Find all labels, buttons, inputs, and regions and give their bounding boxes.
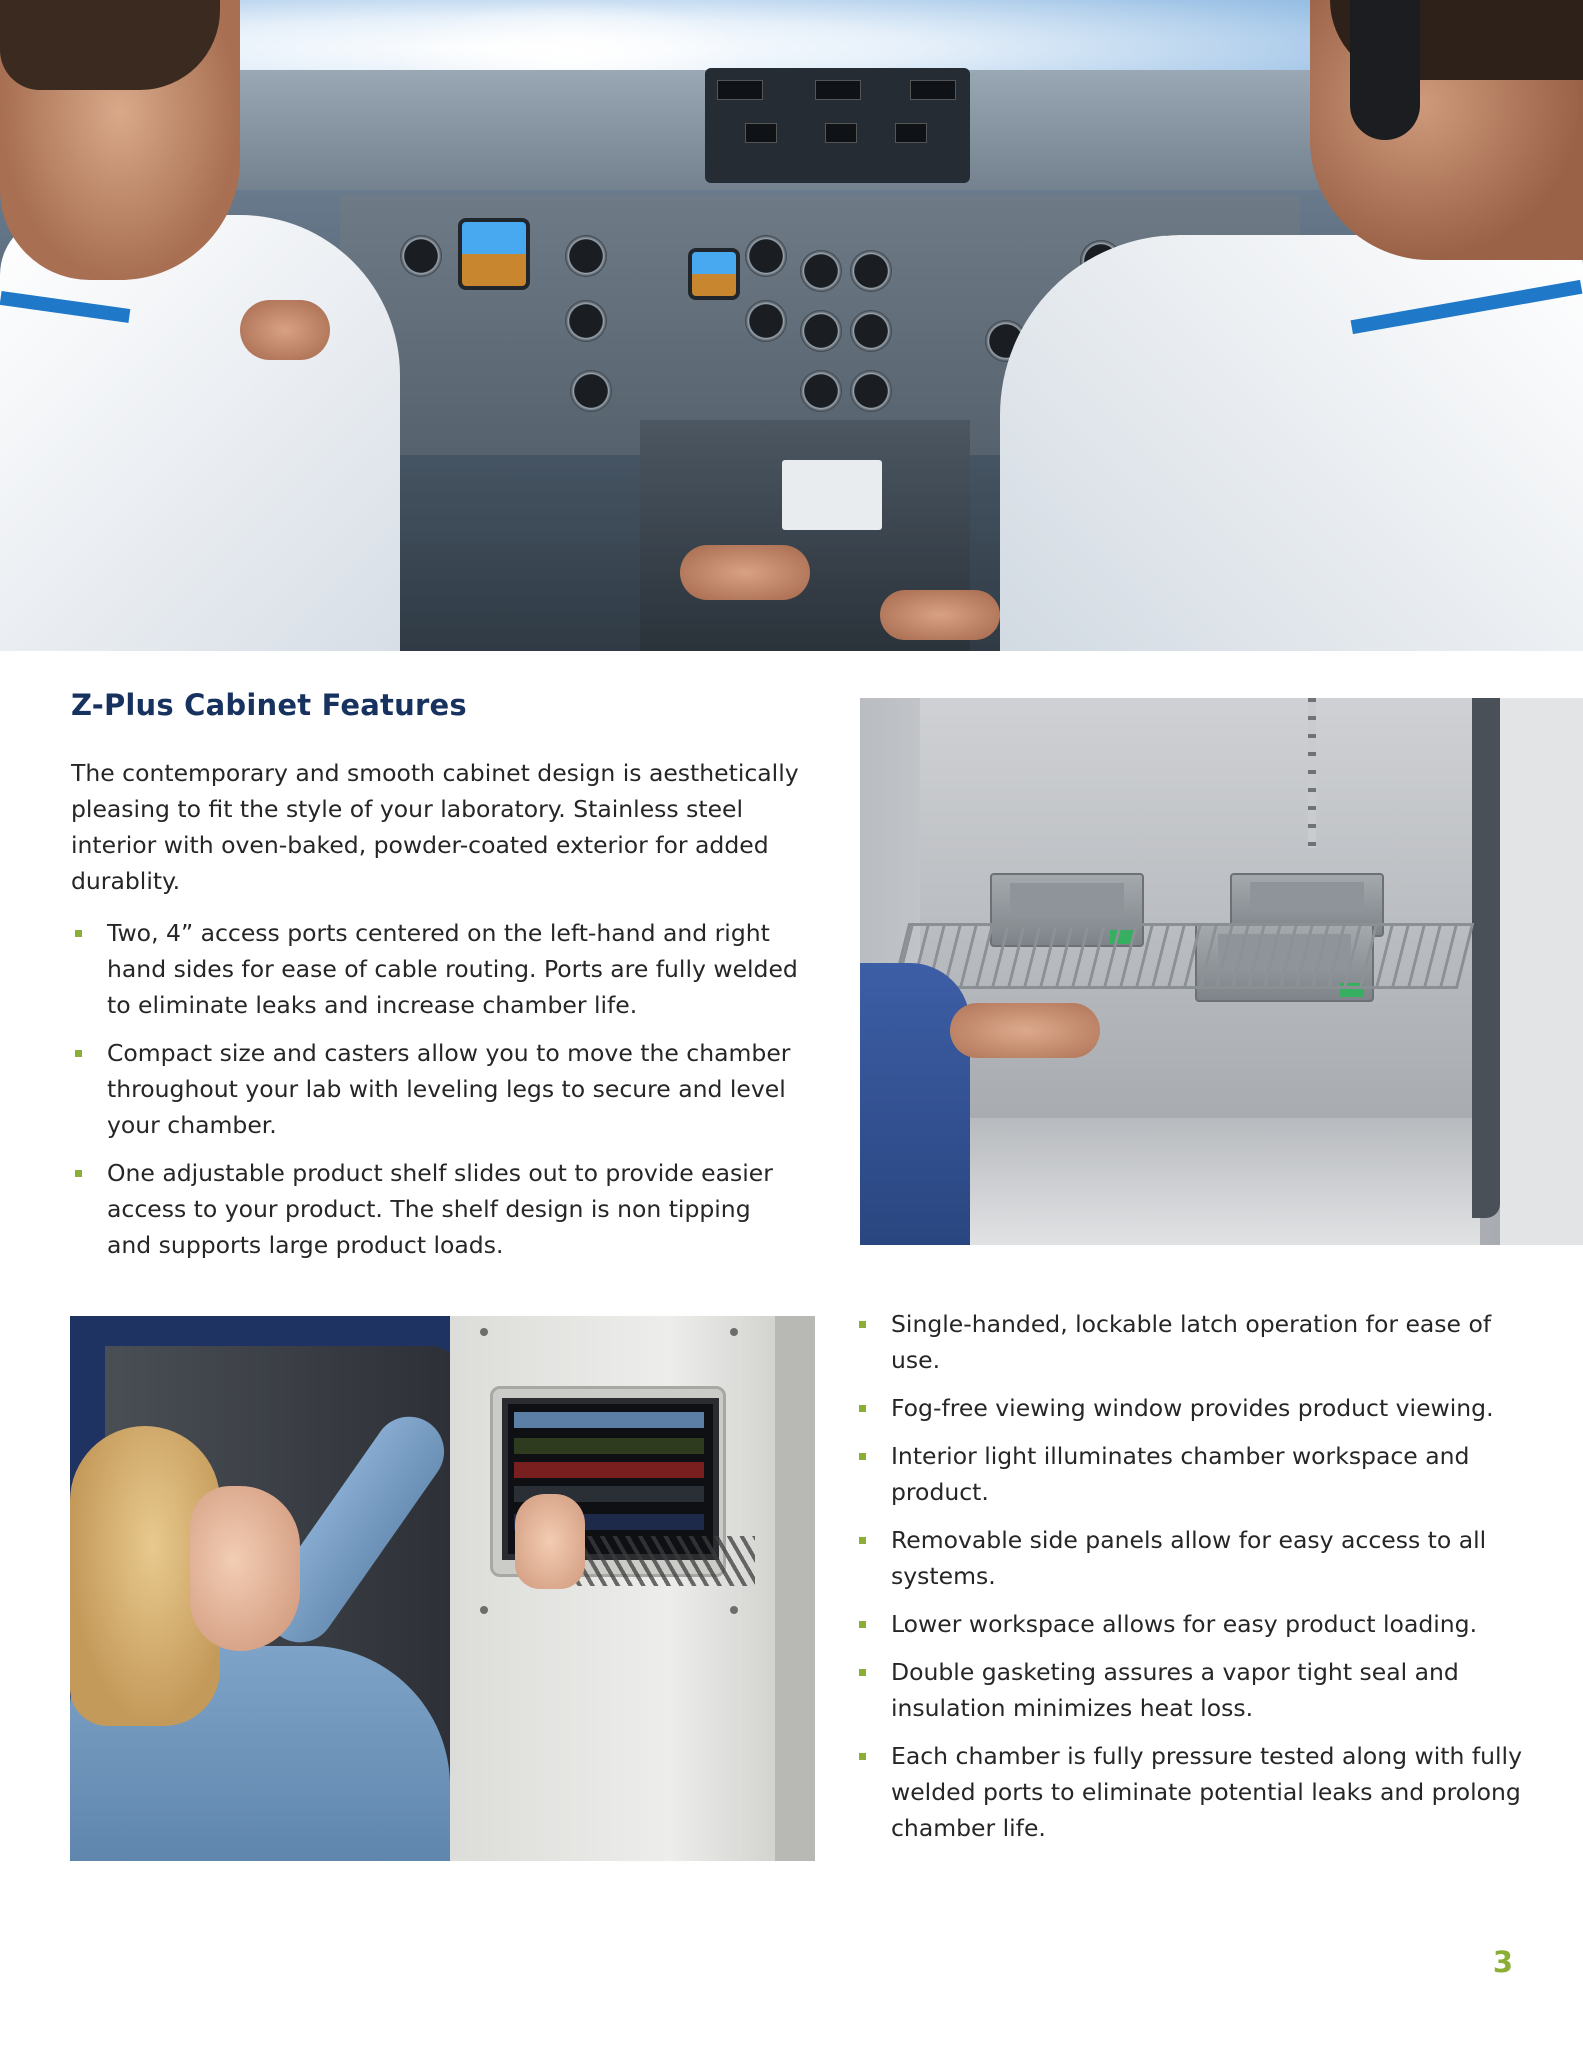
bullet-square-icon: [75, 1050, 82, 1057]
touchscreen-controller-photo: [70, 1316, 815, 1861]
bullet-square-icon: [859, 1537, 866, 1544]
list-item: Double gasketing assures a vapor tight seal and insulation minimizes heat loss.: [855, 1654, 1545, 1726]
list-item: Two, 4” access ports centered on the left-hand and right hand sides for ease of cable routing. Ports are fully welded to eliminate leaks and increase chamber life.: [71, 915, 801, 1023]
chamber-shelf-photo: [860, 698, 1583, 1245]
list-item: Interior light illuminates chamber workspace and product.: [855, 1438, 1545, 1510]
bullet-square-icon: [859, 1453, 866, 1460]
bullet-square-icon: [859, 1321, 866, 1328]
intro-paragraph: The contemporary and smooth cabinet design is aesthetically pleasing to fit the style of your laboratory. Stainless steel interior with oven-baked, powder-coated exterior for added durablity.: [71, 759, 799, 895]
bullet-square-icon: [859, 1669, 866, 1676]
bullet-square-icon: [859, 1405, 866, 1412]
cockpit-photo: [0, 0, 1583, 651]
page-number: 3: [1492, 1945, 1513, 1979]
list-item: Compact size and casters allow you to move the chamber throughout your lab with leveling legs to secure and level your chamber.: [71, 1035, 801, 1143]
bullet-square-icon: [859, 1753, 866, 1760]
bullet-square-icon: [859, 1621, 866, 1628]
bullet-square-icon: [75, 1170, 82, 1177]
list-item: Each chamber is fully pressure tested along with fully welded ports to eliminate potential leaks and prolong chamber life.: [855, 1738, 1545, 1846]
feature-list-right: [855, 1306, 1545, 1858]
list-item: Fog-free viewing window provides product viewing.: [855, 1390, 1545, 1426]
list-item: Removable side panels allow for easy access to all systems.: [855, 1522, 1545, 1594]
list-item: Lower workspace allows for easy product loading.: [855, 1606, 1545, 1642]
bullet-square-icon: [75, 930, 82, 937]
section-heading: Z-Plus Cabinet Features: [71, 688, 467, 722]
list-item: Single-handed, lockable latch operation for ease of use.: [855, 1306, 1545, 1378]
list-item: One adjustable product shelf slides out to provide easier access to your product. The shelf design is non tipping and supports large product loads.: [71, 1155, 801, 1263]
feature-list-left: [71, 915, 801, 1275]
